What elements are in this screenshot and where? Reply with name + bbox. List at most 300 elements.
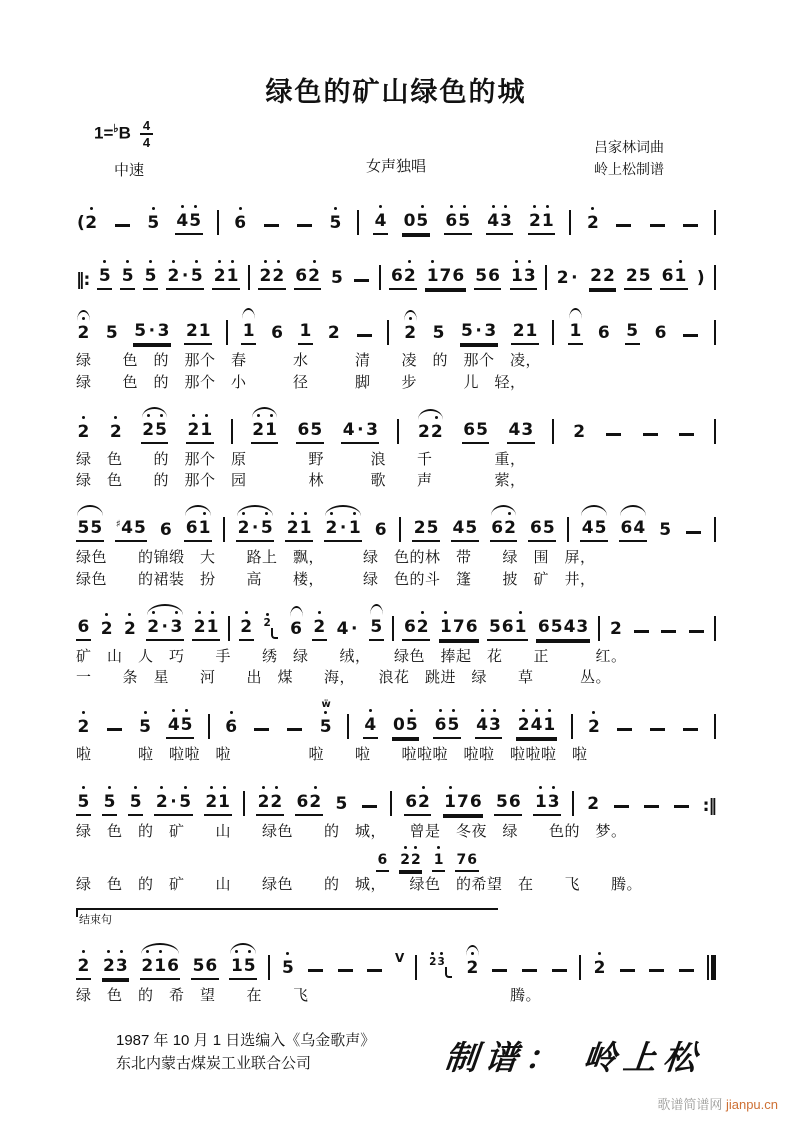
- note-digit: 6: [225, 718, 238, 737]
- note-digit: 5: [144, 267, 157, 286]
- note-group: [475, 716, 503, 739]
- octave-dot: [114, 416, 117, 419]
- note-digit: 4: [476, 716, 489, 735]
- note-digit: 6: [374, 520, 387, 541]
- note-group: [326, 324, 341, 345]
- octave-dot: [120, 950, 123, 953]
- duration-dash: [614, 805, 629, 808]
- slur-arc: [418, 409, 444, 420]
- note-digit: 5: [179, 793, 192, 812]
- barline: [714, 419, 716, 444]
- note-digit: 3: [489, 716, 502, 735]
- note-digit: 2: [593, 959, 606, 978]
- octave-dot: [449, 786, 452, 789]
- note-digit: 3: [484, 321, 497, 342]
- note-digit: 2: [141, 957, 154, 976]
- lyric-line: 绿色 的裙装 扮 高 楼， 绿 色的斗 篷 披 矿 井，: [76, 570, 596, 588]
- grace-hook: [271, 628, 278, 639]
- note-group: [229, 957, 257, 980]
- note-digit: 2: [466, 959, 479, 978]
- octave-dot: [522, 709, 525, 712]
- note-group: [76, 214, 99, 235]
- note-digit: 5: [77, 518, 90, 539]
- note-digit: 1: [525, 321, 538, 342]
- note-digit: 1: [218, 793, 231, 812]
- note-group: [404, 793, 432, 816]
- duration-dash: [297, 224, 312, 227]
- note-group: [533, 793, 561, 816]
- octave-dot: [535, 709, 538, 712]
- duration-dash: [683, 728, 698, 731]
- note-digit: 4: [364, 716, 377, 735]
- note-digit: 3: [523, 267, 536, 286]
- note-digit: 2: [313, 618, 326, 637]
- note-digit: 1: [674, 267, 687, 286]
- octave-dot: [439, 709, 442, 712]
- note-digit: 2: [109, 423, 122, 442]
- duration-dash: [254, 728, 269, 731]
- note-digit: 5: [495, 792, 508, 813]
- note-digit: 4: [581, 518, 594, 539]
- note-digit: 2: [512, 321, 525, 342]
- system-6: [76, 602, 716, 690]
- note-digit: 5: [121, 267, 134, 286]
- slur-arc: [252, 407, 278, 418]
- slur-arc: [77, 505, 103, 516]
- slur-arc: [141, 943, 180, 954]
- note-digit: 5: [335, 794, 348, 815]
- note-digit: 0: [403, 211, 416, 232]
- note-digit: 6: [465, 616, 478, 637]
- note-group: [128, 793, 143, 816]
- note-digit: 6: [185, 518, 198, 539]
- slur-arc: [237, 505, 273, 516]
- note-digit: 2: [185, 321, 198, 342]
- note-group: [141, 421, 169, 444]
- note-group: [115, 519, 148, 542]
- octave-dot: [266, 613, 269, 616]
- note-group: [425, 267, 466, 290]
- note-group: [76, 618, 91, 641]
- credits: [594, 137, 664, 180]
- octave-dot: [185, 709, 188, 712]
- note-group: [102, 957, 130, 980]
- ending-bracket-label: 结束句: [79, 913, 112, 926]
- note-digit: 5: [626, 321, 639, 342]
- octave-dot: [107, 950, 110, 953]
- duration-dash: [679, 433, 694, 436]
- octave-dot: [239, 207, 242, 210]
- note-digit: 5: [155, 421, 168, 440]
- note-digit: 5: [432, 323, 445, 344]
- note-group: [389, 267, 417, 290]
- note-digit: 2: [400, 853, 411, 868]
- note-group: [625, 322, 640, 345]
- barline: [231, 419, 233, 444]
- transcriber-signature: 制谱： 岭上松: [442, 1038, 706, 1078]
- note-digit: 2: [556, 268, 569, 289]
- note-digit: 6: [297, 419, 310, 440]
- note-digit: 2: [603, 266, 615, 287]
- duration-dash: [606, 433, 621, 436]
- note-digit: 6: [377, 851, 388, 868]
- augmentation-dot: ·: [170, 792, 177, 813]
- note-group: [486, 212, 514, 235]
- augmentation-dot: ·: [357, 419, 364, 440]
- octave-dot: [318, 611, 321, 614]
- breath-mark: V: [395, 950, 405, 965]
- duration-dash: [354, 279, 369, 282]
- mordent-icon: ẅ: [321, 699, 330, 711]
- note-digit: 2: [155, 793, 168, 812]
- octave-dot: [369, 709, 372, 712]
- slur-arc: [404, 310, 417, 321]
- grace-note: [428, 956, 455, 980]
- note-digit: 1: [198, 519, 211, 538]
- notes-row: [76, 700, 716, 744]
- octave-dot: [334, 207, 337, 210]
- note-digit: 3: [115, 957, 128, 976]
- octave-dot: [431, 260, 434, 263]
- note-group: [511, 322, 539, 345]
- note-digit: 3: [547, 793, 560, 812]
- lyric-line: 绿 色 的 那个 春 水 清 凌 的 那个 凌，: [76, 352, 542, 369]
- note-group: [122, 620, 137, 641]
- octave-dot: [82, 786, 85, 789]
- duration-dash: [264, 224, 279, 227]
- octave-dot: [262, 786, 265, 789]
- slur-arc: [147, 604, 183, 615]
- octave-dot: [82, 711, 85, 714]
- note-digit: 6: [290, 618, 302, 639]
- augmentation-dot: ·: [350, 618, 358, 639]
- duration-dash: [522, 969, 537, 972]
- note-digit: 6: [167, 955, 179, 976]
- note-group: [166, 716, 194, 739]
- barline: [228, 616, 230, 641]
- lyric-line: 绿色 的锦缎 大 路上 飘， 绿 色的林 带 绿 围 屏，: [76, 549, 596, 566]
- note-digit: 2: [610, 618, 622, 639]
- octave-dot: [313, 260, 316, 263]
- note-group: [298, 322, 313, 345]
- octave-dot: [437, 846, 440, 849]
- note-group: [140, 957, 181, 980]
- duration-dash: [689, 630, 704, 633]
- publication-line2: 东北内蒙古煤炭工业联合公司: [116, 1054, 312, 1072]
- note-digit: 2: [418, 421, 430, 442]
- note-group: [262, 618, 272, 632]
- note-group: [143, 267, 158, 290]
- barline: [243, 791, 245, 816]
- note-group: [572, 423, 587, 444]
- note-digit: 1: [226, 267, 239, 286]
- note-group: [465, 959, 480, 980]
- barline: [552, 320, 554, 345]
- note-group: [285, 519, 313, 542]
- note-digit: 2: [625, 266, 638, 287]
- system-2: [76, 251, 716, 295]
- octave-dot: [452, 709, 455, 712]
- note-digit: 2: [413, 518, 426, 539]
- duration-dash: [649, 969, 664, 972]
- performance-type: 女声独唱: [365, 158, 426, 175]
- octave-dot: [264, 260, 267, 263]
- note-digit: 6: [508, 792, 521, 813]
- note-digit: 5: [461, 321, 473, 342]
- note-group: [402, 212, 430, 235]
- slur-arc: [142, 407, 168, 418]
- slur-arc: [185, 505, 211, 516]
- note-digit: 1: [230, 957, 243, 976]
- octave-dot: [286, 952, 289, 955]
- note-digit: 5: [659, 520, 672, 541]
- note-group: [624, 267, 652, 290]
- octave-dot: [195, 260, 198, 263]
- octave-dot: [440, 952, 443, 955]
- note-group: [568, 322, 583, 345]
- note-group: [133, 322, 171, 345]
- note-digit: 1: [200, 421, 213, 440]
- barline: [397, 419, 399, 444]
- note-digit: 2: [123, 620, 136, 639]
- octave-dot: [421, 205, 424, 208]
- note-digit: 4: [342, 419, 355, 440]
- note-digit: 5: [542, 518, 555, 539]
- octave-dot: [552, 786, 555, 789]
- note-digit: 4: [563, 616, 576, 637]
- note-digit: 2: [430, 423, 443, 442]
- lyric-line: 矿 山 人 巧 手 绣 绿 绒， 绿色 捧起 花 正 红。: [76, 647, 627, 665]
- note-group: [528, 212, 556, 235]
- octave-dot: [444, 611, 447, 614]
- note-group: [76, 519, 104, 542]
- note-group: [373, 521, 388, 542]
- note-digit: 6: [445, 212, 458, 231]
- note-digit: 2: [77, 324, 90, 343]
- watermark-link[interactable]: jianpu.cn: [725, 1097, 778, 1112]
- note-digit: 5: [139, 718, 152, 737]
- barline: [714, 714, 716, 739]
- note-group: [443, 793, 484, 816]
- note-digit: 6: [405, 792, 418, 813]
- barline: [598, 616, 600, 641]
- note-digit: 6: [159, 520, 172, 541]
- note-group: [146, 618, 184, 641]
- note-digit: 5: [638, 266, 651, 287]
- note-digit: 1: [534, 793, 547, 812]
- note-digit: 6: [537, 616, 550, 637]
- barline: [714, 517, 716, 542]
- note-digit: 6: [467, 851, 477, 868]
- note-digit: 2: [77, 957, 90, 976]
- lyric-line: 一 条 星 河 出 煤 海， 浪花 跳进 绿 草 丛。: [76, 669, 612, 687]
- publication-note: [116, 1030, 375, 1075]
- note-digit: 1: [348, 519, 361, 538]
- note-digit: 1: [511, 267, 524, 286]
- note-digit: 6: [296, 792, 309, 813]
- note-digit: 1: [543, 716, 556, 735]
- octave-dot: [223, 786, 226, 789]
- lyric-line: 绿 色 的 那个 原 野 浪 千 重，: [76, 450, 526, 468]
- notes-row: [376, 845, 479, 874]
- duration-dash: [287, 728, 302, 731]
- octave-dot: [492, 205, 495, 208]
- key-signature: 1=♭B $\frac{4}{4}$: [94, 119, 153, 149]
- notes-row: [76, 196, 716, 240]
- composer-credit: 吕家林词曲: [594, 139, 664, 155]
- slur-arc: [620, 505, 646, 516]
- note-group: [192, 618, 220, 641]
- note-group: [175, 212, 203, 235]
- note-group: [138, 718, 153, 739]
- note-digit: 6: [529, 518, 542, 539]
- note-digit: 6: [271, 323, 283, 344]
- note-digit: 3: [366, 419, 378, 440]
- barline: [714, 320, 716, 345]
- note-digit: 3: [157, 321, 170, 342]
- note-group: [507, 421, 535, 444]
- note-digit: 5: [550, 616, 563, 637]
- augmentation-dot: ·: [339, 518, 347, 539]
- note-digit: 5: [147, 214, 160, 233]
- octave-dot: [172, 260, 175, 263]
- note-group: [619, 519, 647, 542]
- note-digit: 5: [329, 214, 342, 233]
- note-group: [97, 267, 112, 290]
- note-digit: 2: [272, 267, 285, 286]
- duration-dash: [616, 224, 631, 227]
- augmentation-dot: ·: [181, 266, 189, 287]
- note-digit: 4: [336, 618, 349, 639]
- note-digit: 6: [434, 716, 447, 735]
- note-group: [494, 793, 522, 816]
- duration-dash: [683, 224, 698, 227]
- duration-dash: [643, 433, 658, 436]
- note-digit: 2: [270, 793, 283, 812]
- note-group: [653, 324, 668, 345]
- notes-row: [76, 503, 716, 547]
- barline: [714, 616, 716, 641]
- note-digit: 2: [240, 618, 253, 637]
- duration-dash: [686, 531, 701, 534]
- tempo-marking: 中速: [114, 162, 145, 179]
- barline: [567, 517, 569, 542]
- note-digit: 5: [243, 957, 256, 976]
- note-digit: 4: [508, 419, 521, 440]
- note-digit: 5: [189, 212, 202, 231]
- note-group: [212, 267, 240, 290]
- octave-dot: [105, 613, 108, 616]
- octave-dot: [515, 260, 518, 263]
- note-group: [166, 267, 204, 290]
- note-digit: 2: [588, 718, 601, 737]
- note-digit: 7: [439, 266, 452, 287]
- duration-dash: [357, 334, 372, 337]
- slur-arc: [230, 943, 256, 954]
- duration-dash: [679, 969, 694, 972]
- duration-dash: [107, 728, 122, 731]
- barline: [552, 419, 554, 444]
- note-digit: 2: [590, 266, 602, 287]
- note-digit: 7: [456, 851, 467, 868]
- note-digit: 3: [170, 618, 183, 637]
- note-group: [258, 267, 286, 290]
- lyric-line: 绿 色 的 那个 园 林 歌 声 萦，: [76, 472, 526, 490]
- note-digit: 5: [310, 419, 323, 440]
- note-digit: 5: [447, 716, 460, 735]
- octave-dot: [184, 786, 187, 789]
- note-digit: 0: [393, 715, 405, 736]
- note-digit: 5: [405, 716, 418, 735]
- note-digit: 2: [193, 618, 206, 637]
- barline: [392, 616, 394, 641]
- note-group: [474, 267, 502, 290]
- note-digit: 1: [433, 853, 444, 868]
- note-digit: 6: [452, 266, 465, 287]
- note-digit: 6: [620, 518, 633, 539]
- barline: [268, 955, 270, 980]
- sharp-icon: ♯: [115, 518, 121, 530]
- barline: [415, 955, 417, 980]
- note-group: [289, 620, 304, 641]
- grace-hook: [445, 967, 452, 978]
- system-9: [76, 937, 716, 1007]
- note-digit: 2: [286, 519, 299, 538]
- barline: [579, 955, 581, 980]
- note-digit: 4: [633, 518, 646, 539]
- slur-arc: [290, 606, 303, 617]
- slur-arc: [466, 945, 479, 956]
- note-group: [335, 620, 360, 641]
- note-group: [455, 853, 479, 872]
- note-group: [328, 214, 343, 235]
- octave-dot: [103, 260, 106, 263]
- note-digit: 6: [295, 266, 308, 287]
- note-digit: 6: [488, 266, 500, 287]
- octave-dot: [592, 711, 595, 714]
- note-group: [108, 423, 123, 444]
- note-group: [460, 322, 498, 345]
- note-group: [186, 421, 214, 444]
- octave-dot: [546, 205, 549, 208]
- augmentation-dot: ·: [161, 616, 169, 637]
- octave-dot: [463, 205, 466, 208]
- note-digit: 6: [234, 214, 247, 233]
- note-digit: 2: [325, 519, 338, 538]
- ending-bracket: [76, 908, 498, 926]
- note-group: [184, 322, 212, 345]
- note-group: [158, 521, 173, 542]
- note-digit: 7: [452, 616, 465, 637]
- octave-dot: [82, 950, 85, 953]
- barline: [248, 265, 250, 290]
- note-digit: 6: [463, 419, 476, 440]
- octave-dot: [198, 611, 201, 614]
- octave-dot: [144, 711, 147, 714]
- footer: [76, 1030, 716, 1079]
- note-group: [373, 212, 388, 235]
- note-digit: 5: [260, 519, 273, 538]
- note-digit: 5: [77, 793, 90, 812]
- octave-dot: [152, 207, 155, 210]
- note-digit: 2: [142, 421, 155, 440]
- note-group: [402, 618, 430, 641]
- note-group: [329, 269, 344, 290]
- note-group: [587, 718, 602, 739]
- note-digit: 5: [475, 266, 488, 287]
- note-digit: 2: [77, 718, 90, 737]
- time-signature: $\frac{4}{4}$: [140, 119, 153, 149]
